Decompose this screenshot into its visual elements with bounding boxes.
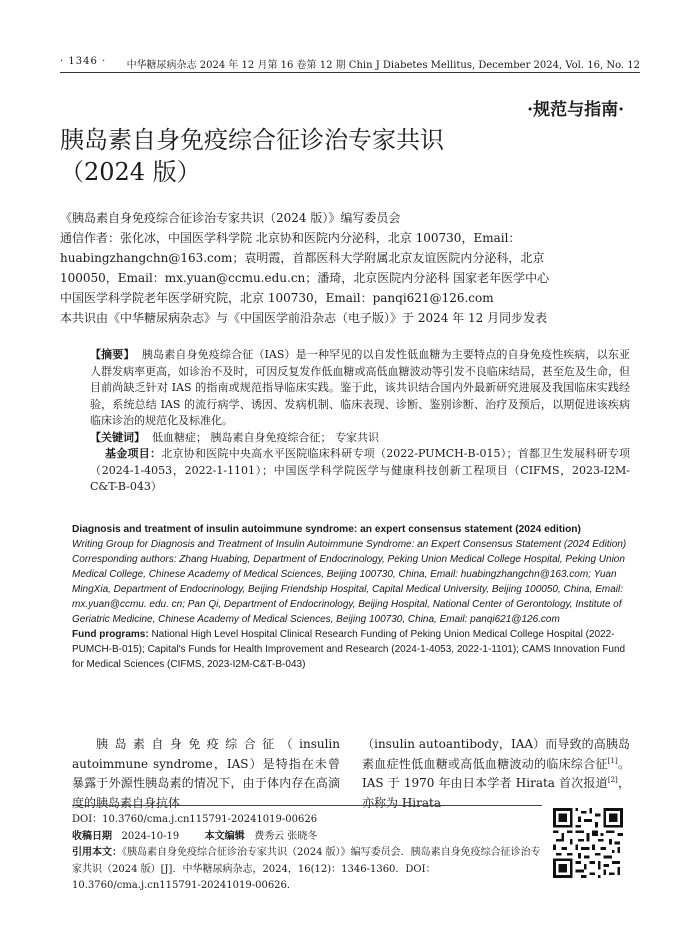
citation-label: 引用本文： [72,847,122,858]
received-date: 2024-10-19 [121,830,180,842]
editor-label: 本文编辑 [204,830,245,842]
qr-code-icon[interactable] [553,808,623,878]
corresponding-line-3: 100050，Email：mx.yuan@ccmu.edu.cn；潘琦，北京医院内分泌科 国家老年医学中心 [60,271,550,285]
article-footer [72,812,542,895]
publication-note: 本共识由《中华糖尿病杂志》与《中国医学前沿杂志（电子版）》于 2024 年 12 月同步发表 [60,311,548,325]
corresponding-line-2: huabingzhangchn@163.com；袁明霞，首都医科大学附属北京友谊医院内分泌科，北京 [60,251,545,265]
body-text-right [362,735,630,813]
english-fund-text: National High Level Hospital Clinical Research Funding of Peking Union Medical College Hospital (2022-PUMCH-B-015); Capital's Funds for Health Improvement and Research (2024-1-4053, 2022-1-1101); CAMS Innovation Fund for Medical Sciences (CIFMS, 2023-I2M-C&T-B-043) [72,629,626,670]
reference-2[interactable]: [2] [607,776,618,784]
journal-running-header: 中华糖尿病杂志 2024 年 12 月第 16 卷第 12 期 Chin J Diabetes Mellitus, December 2024, Vol. 16, No. 12 [126,60,640,71]
english-fund-label: Fund programs: [72,629,149,640]
doi-line[interactable]: DOI：10.3760/cma.j.cn115791-20241019-00626 [72,814,318,825]
abstract-paragraph [90,347,630,430]
body-text-left: 胰岛素自身免疫综合征（insulin autoimmune syndrome，IAS）是特指在未曾暴露于外源性胰岛素的情况下，由于体内存在高滴度的胰岛素自身抗体 [72,737,340,810]
citation-text: 《胰岛素自身免疫综合征诊治专家共识（2024 版）》编写委员会．胰岛素自身免疫综合征诊治专家共识（2024 版）[J]．中华糖尿病杂志，2024，16(12)：1346-1360．DOI：10.3760/cma.j.cn115791-20241019-00626． [72,847,541,891]
abstract-text: 胰岛素自身免疫综合征（IAS）是一种罕见的以自发性低血糖为主要特点的自身免疫性疾病，以东亚人群发病率更高，如诊治不及时，可因反复发作低血糖或高低血糖波动等引发不良临床结局，甚至危及生命，但目前尚缺乏针对 IAS 的指南或规范指导临床实践。鉴于此，该共识结合国内外最新研究进展及我国临床实践经验，系统总结 IAS 的流行病学、诱因、发病机制、临床表现、诊断、鉴别诊断、治疗及预后，以期促进该疾病临床诊治的规范化及标准化。 [90,348,631,427]
abstract-label: 【摘要】 [90,348,135,361]
corresponding-line-4: 中国医学科学院老年医学研究院，北京 100730，Email：panqi621@126.com [60,291,494,305]
article-title [60,124,620,188]
keywords-text: 低血糖症； 胰岛素自身免疫综合征； 专家共识 [152,430,379,444]
page-number: · 1346 · [60,56,107,67]
body-column-left [72,735,340,813]
title-line-1: 胰岛素自身免疫综合征诊治专家共识 [60,126,444,154]
body-right-part-3: ，亦称为 Hirata [362,776,630,810]
fund-text: 北京协和医院中央高水平医院临床科研专项（2022-PUMCH-B-015）；首都卫生发展科研专项（2024-1-4053，2022-1-1101）；中国医学科学院医学与健康科技创新工程项目（CIFMS，2023-I2M-C&T-B-043） [90,447,630,493]
author-block [60,208,640,328]
reference-1[interactable]: [1] [607,756,618,765]
footer-rule [72,805,542,806]
english-corresponding-authors: Corresponding authors: Zhang Huabing, Department of Endocrinology, Peking Union Medical College Hospital, Peking Union Medical College, Chinese Academy of Medical Sciences, Beijing 100730, China, Email: huabingzhangchn@163.com; Yuan MingXia, Department of Endocrinology, Beijing Friendship Hospital, Capital Medical University, Beijing 100050, China, Email: mx.yuan@ccmu. edu. cn; Pan Qi, Department of Endocrinology, Beijing Hospital, National Center of Gerontology, Institute of Geriatric Medicine, Chinese Academy of Medical Sciences, Beijing 100730, China, Email: panqi621@126.com [72,554,625,625]
body-right-part-2: 。IAS 于 1970 年由日本学者 Hirata 首次报道 [362,756,630,790]
keywords-label: 【关键词】 [90,430,145,444]
english-title: Diagnosis and treatment of insulin autoimmune syndrome: an expert consensus statement (2024 edition) [72,524,581,535]
editor-names: 费秀云 张晓冬 [254,830,318,842]
citation-line [72,845,542,895]
keywords-paragraph [90,430,630,447]
fund-label: 基金项目： [105,447,162,460]
english-abstract [72,522,632,672]
body-right-part-1: （insulin autoantibody，IAA）而导致的高胰岛素血症性低血糖或高低血糖波动的临床综合征 [362,737,630,771]
received-label: 收稿日期 [72,830,112,842]
title-line-2: （2024 版） [60,158,201,186]
section-tag: ·规范与指南· [527,100,624,120]
dates-line [72,829,542,846]
corresponding-line-1: 通信作者：张化冰，中国医学科学院 北京协和医院内分泌科，北京 100730，Email： [60,231,521,245]
header-rule [60,72,640,73]
chinese-abstract [90,347,630,496]
english-writing-group: Writing Group for Diagnosis and Treatment of Insulin Autoimmune Syndrome: an Expert Consensus Statement (2024 Edition) [72,539,627,550]
fund-paragraph [90,446,630,496]
english-fund-programs [72,627,632,672]
body-column-right [362,735,630,813]
writing-committee: 《胰岛素自身免疫综合征诊治专家共识（2024 版）》编写委员会 [60,211,401,225]
